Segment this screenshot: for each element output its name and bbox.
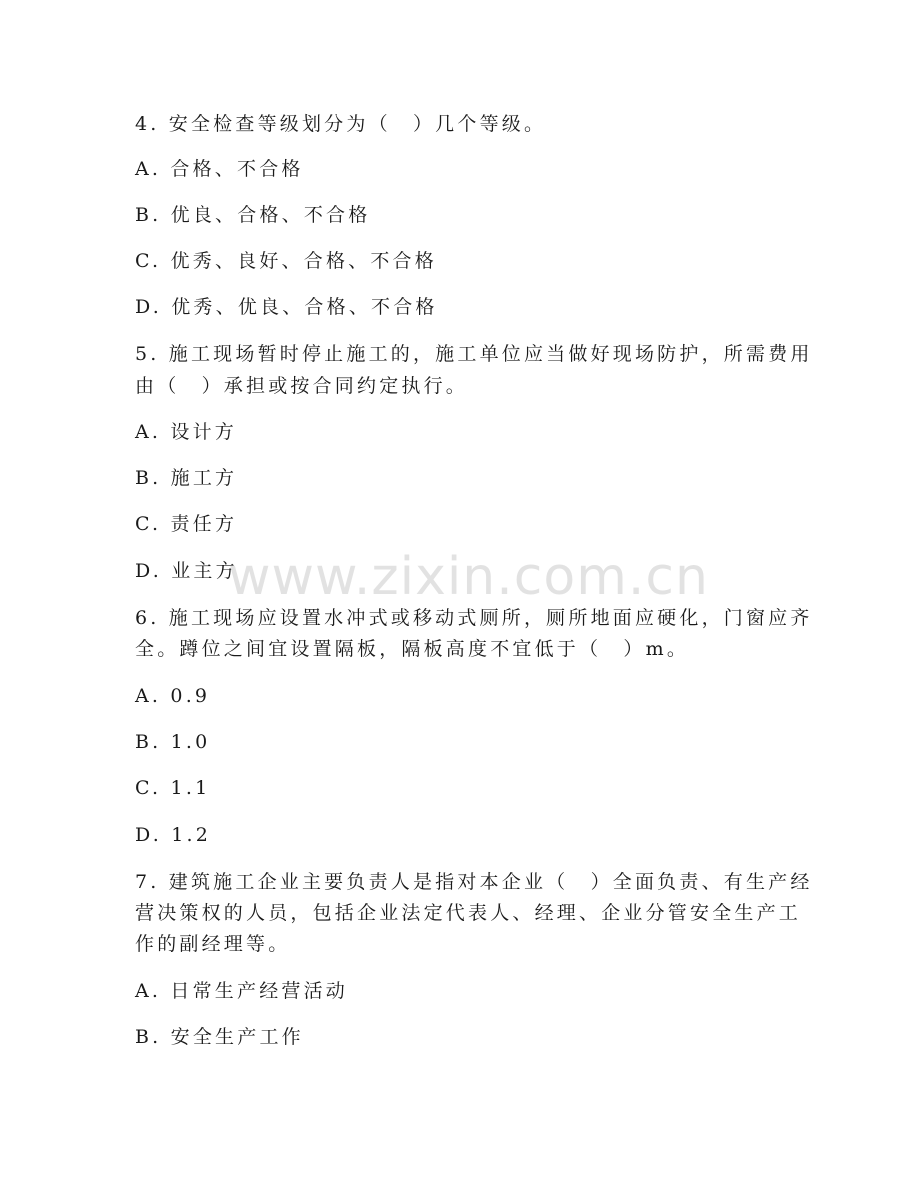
question-7-stem-line-2: 营决策权的人员，包括企业法定代表人、经理、企业分管安全生产工 [135, 902, 802, 924]
watermark: www.zixin.com.cn [228, 547, 709, 607]
question-7-option-b: B. 安全生产工作 [135, 1026, 304, 1048]
question-6-option-c: C. 1.1 [135, 777, 211, 799]
question-6-option-d: D. 1.2 [135, 824, 212, 846]
question-6-option-b: B. 1.0 [135, 731, 211, 753]
question-5-stem-line-1: 5. 施工现场暂时停止施工的，施工单位应当做好现场防护，所需费用 [135, 343, 813, 365]
question-7-stem-line-3: 作的副经理等。 [135, 933, 291, 955]
question-6-stem-line-2: 全。蹲位之间宜设置隔板，隔板高度不宜低于（ ）m。 [135, 638, 690, 660]
question-4-option-c: C. 优秀、良好、合格、不合格 [135, 250, 437, 272]
question-7-option-a: A. 日常生产经营活动 [135, 980, 349, 1002]
question-4-option-a: A. 合格、不合格 [135, 158, 304, 180]
question-4-option-b: B. 优良、合格、不合格 [135, 204, 371, 226]
question-5-option-a: A. 设计方 [135, 421, 238, 443]
question-5-stem-line-2: 由（ ）承担或按合同约定执行。 [135, 375, 469, 397]
question-5-option-b: B. 施工方 [135, 467, 238, 489]
question-4-option-d: D. 优秀、优良、合格、不合格 [135, 296, 438, 318]
question-7-stem-line-1: 7. 建筑施工企业主要负责人是指对本企业（ ）全面负责、有生产经 [135, 871, 813, 893]
question-5-option-d: D. 业主方 [135, 560, 238, 582]
question-6-option-a: A. 0.9 [135, 685, 211, 707]
question-4-stem-line-1: 4. 安全检查等级划分为（ ）几个等级。 [135, 113, 547, 135]
question-6-stem-line-1: 6. 施工现场应设置水冲式或移动式厕所，厕所地面应硬化，门窗应齐 [135, 607, 813, 629]
question-5-option-c: C. 责任方 [135, 513, 238, 535]
